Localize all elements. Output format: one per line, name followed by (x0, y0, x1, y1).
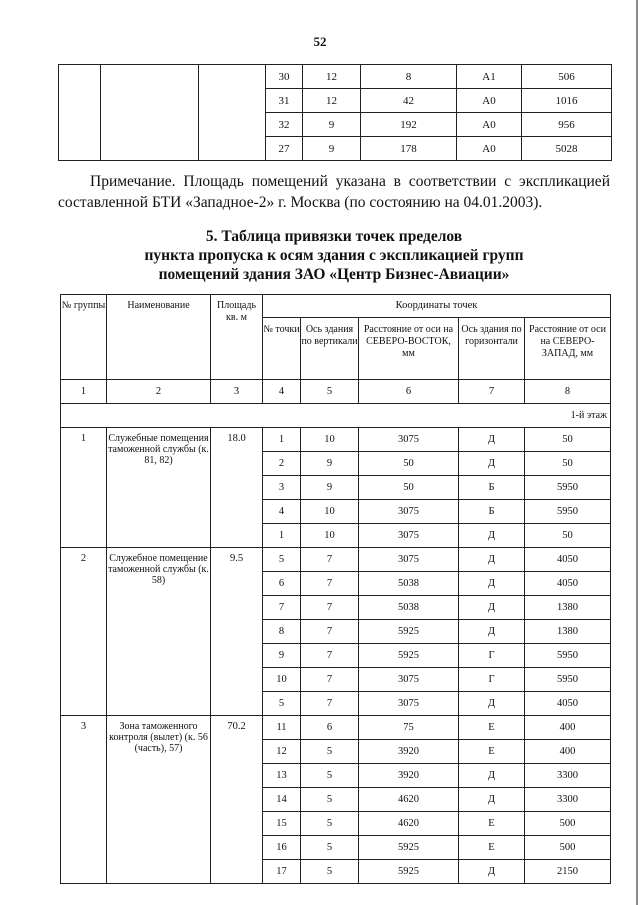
cell-dist-ne: 5925 (359, 860, 459, 884)
cell-axis-v: 7 (301, 596, 359, 620)
cell-axis-v: 6 (301, 716, 359, 740)
header-name: Наименование (107, 295, 211, 380)
cell-dist-ne: 75 (359, 716, 459, 740)
cell-dist-ne: 5925 (359, 620, 459, 644)
column-number: 8 (525, 380, 611, 404)
cell-point: 15 (263, 812, 301, 836)
cell-axis-h: Д (459, 860, 525, 884)
cell-axis-h: Е (459, 812, 525, 836)
cell-dist-ne: 5925 (359, 836, 459, 860)
reference-points-table (60, 294, 611, 884)
cell-dist-nw: 500 (525, 812, 611, 836)
cell-dist-nw: 5950 (525, 644, 611, 668)
cell-point: 31 (266, 89, 303, 113)
cell-axis-v: 9 (301, 476, 359, 500)
cell-point: 16 (263, 836, 301, 860)
cell-point: 12 (263, 740, 301, 764)
cell-axis-v: 7 (301, 548, 359, 572)
cell-point: 1 (263, 524, 301, 548)
cell-axis-h: Д (459, 548, 525, 572)
table-row (61, 716, 611, 740)
cell-dist-ne: 4620 (359, 812, 459, 836)
cell-axis-h: Д (459, 428, 525, 452)
cell-axis-h: Д (459, 692, 525, 716)
cell-axis-v: 7 (301, 620, 359, 644)
cell-axis-h: Д (459, 452, 525, 476)
section-title-line-1: 5. Таблица привязки точек пределов (205, 228, 463, 245)
cell-dist-nw: 5950 (525, 500, 611, 524)
header-axis-vertical: Ось здания по вертикали (301, 318, 359, 380)
cell-dist-ne: 50 (359, 452, 459, 476)
cell-dist-ne: 3075 (359, 524, 459, 548)
cell-dist-ne: 3920 (359, 764, 459, 788)
cell-axis-v: 5 (301, 740, 359, 764)
cell-axis-v: 5 (301, 788, 359, 812)
note-line-2: составленной БТИ «Западное-2» г. Москва (по состоянию на 04.01.2003). (58, 194, 543, 211)
cell-dist-ne: 192 (361, 113, 457, 137)
cell-axis-h: Д (459, 620, 525, 644)
cell-point: 7 (263, 596, 301, 620)
cell-point: 17 (263, 860, 301, 884)
section-title-line-3: помещений здания ЗАО «Центр Бизнес-Авиации» (158, 266, 510, 283)
group-name: Зона таможенного контроля (вылет) (к. 56 (часть), 57) (107, 716, 211, 884)
group-number: 2 (61, 548, 107, 716)
cell-dist-nw: 1380 (525, 620, 611, 644)
area-note (58, 171, 610, 213)
page-number: 52 (313, 34, 327, 49)
cell-axis-v: 5 (301, 812, 359, 836)
cell-dist-ne: 5925 (359, 644, 459, 668)
group-area: 70.2 (211, 716, 263, 884)
cell-dist-nw: 50 (525, 452, 611, 476)
cell-axis-v: 10 (301, 524, 359, 548)
cell-axis-v: 7 (301, 668, 359, 692)
continuation-table (58, 64, 612, 161)
cell-axis-v: 7 (301, 644, 359, 668)
cell-dist-nw: 4050 (525, 548, 611, 572)
cell-axis-v: 7 (301, 692, 359, 716)
group-number: 1 (61, 428, 107, 548)
column-number: 7 (459, 380, 525, 404)
cell-point: 5 (263, 548, 301, 572)
cell-point: 11 (263, 716, 301, 740)
cell-dist-nw: 3300 (525, 764, 611, 788)
cell-point: 4 (263, 500, 301, 524)
column-number: 5 (301, 380, 359, 404)
cell-axis-h: A0 (457, 113, 522, 137)
cell-axis-h: Д (459, 524, 525, 548)
cell-axis-v: 12 (303, 89, 361, 113)
cell-axis-h: Б (459, 500, 525, 524)
cell-point: 14 (263, 788, 301, 812)
cell-axis-h: Б (459, 476, 525, 500)
column-number: 6 (359, 380, 459, 404)
cell-dist-nw: 500 (525, 836, 611, 860)
column-number: 4 (263, 380, 301, 404)
cell-point: 27 (266, 137, 303, 161)
cell-point: 1 (263, 428, 301, 452)
cell-axis-h: A1 (457, 65, 522, 89)
header-dist-northwest: Расстояние от оси на СЕВЕРО-ЗАПАД, мм (525, 318, 611, 380)
cell-dist-nw: 5950 (525, 476, 611, 500)
section-title-line-2: пункта пропуска к осям здания с экспликацией групп (144, 247, 524, 264)
cell-dist-ne: 3075 (359, 668, 459, 692)
cell-axis-v: 12 (303, 65, 361, 89)
group-area: 9.5 (211, 548, 263, 716)
cell-dist-ne: 3075 (359, 692, 459, 716)
cell-point: 8 (263, 620, 301, 644)
cell-dist-nw: 400 (525, 716, 611, 740)
table-row (59, 65, 612, 89)
cell-dist-ne: 3920 (359, 740, 459, 764)
header-coordinates: Координаты точек (263, 295, 611, 318)
header-dist-northeast: Расстояние от оси на СЕВЕРО-ВОСТОК, мм (359, 318, 459, 380)
cell-dist-nw: 50 (525, 428, 611, 452)
cell-dist-nw: 1380 (525, 596, 611, 620)
column-number: 1 (61, 380, 107, 404)
cell-axis-v: 5 (301, 860, 359, 884)
cell-dist-nw: 50 (525, 524, 611, 548)
cell-axis-h: A0 (457, 89, 522, 113)
cell-dist-nw: 1016 (522, 89, 612, 113)
header-axis-horizontal: Ось здания по горизонтали (459, 318, 525, 380)
cell-dist-ne: 3075 (359, 548, 459, 572)
group-area: 18.0 (211, 428, 263, 548)
cell-axis-v: 9 (303, 113, 361, 137)
cell-axis-h: Г (459, 668, 525, 692)
cell-dist-nw: 2150 (525, 860, 611, 884)
cell-point: 32 (266, 113, 303, 137)
cell-axis-h: Г (459, 644, 525, 668)
cell-dist-ne: 5038 (359, 572, 459, 596)
cell-axis-v: 10 (301, 428, 359, 452)
group-name: Служебное помещение таможенной службы (к. 58) (107, 548, 211, 716)
cell-point: 30 (266, 65, 303, 89)
page-edge (636, 0, 638, 905)
floor-label: 1-й этаж (61, 404, 611, 428)
group-name: Служебные помещения таможенной службы (к. 81, 82) (107, 428, 211, 548)
group-no-cell (59, 65, 101, 161)
column-number: 2 (107, 380, 211, 404)
cell-axis-h: Д (459, 764, 525, 788)
cell-dist-nw: 4050 (525, 572, 611, 596)
cell-axis-v: 7 (301, 572, 359, 596)
cell-axis-v: 5 (301, 836, 359, 860)
cell-dist-ne: 5038 (359, 596, 459, 620)
cell-dist-nw: 400 (525, 740, 611, 764)
cell-axis-h: Д (459, 788, 525, 812)
cell-point: 9 (263, 644, 301, 668)
cell-dist-nw: 956 (522, 113, 612, 137)
cell-point: 3 (263, 476, 301, 500)
cell-axis-h: Е (459, 836, 525, 860)
cell-axis-v: 5 (301, 764, 359, 788)
cell-point: 10 (263, 668, 301, 692)
cell-dist-ne: 3075 (359, 428, 459, 452)
header-point-no: № точки (263, 318, 301, 380)
note-line-1: Примечание. Площадь помещений указана в соответствии с экспликацией (90, 173, 610, 190)
group-number: 3 (61, 716, 107, 884)
cell-point: 2 (263, 452, 301, 476)
cell-point: 6 (263, 572, 301, 596)
table-row (61, 548, 611, 572)
cell-axis-v: 9 (301, 452, 359, 476)
cell-dist-ne: 8 (361, 65, 457, 89)
column-numbers-row (61, 380, 611, 404)
cell-axis-h: Е (459, 716, 525, 740)
cell-axis-v: 9 (303, 137, 361, 161)
cell-dist-ne: 3075 (359, 500, 459, 524)
section-title (58, 227, 610, 284)
column-number: 3 (211, 380, 263, 404)
name-cell (101, 65, 199, 161)
cell-dist-ne: 50 (359, 476, 459, 500)
cell-axis-v: 10 (301, 500, 359, 524)
header-area: Площадь кв. м (211, 295, 263, 380)
area-cell (199, 65, 266, 161)
cell-dist-ne: 4620 (359, 788, 459, 812)
cell-axis-h: A0 (457, 137, 522, 161)
cell-point: 5 (263, 692, 301, 716)
cell-dist-nw: 3300 (525, 788, 611, 812)
cell-axis-h: Д (459, 572, 525, 596)
header-group-no: № группы (61, 295, 107, 380)
cell-point: 13 (263, 764, 301, 788)
cell-dist-nw: 506 (522, 65, 612, 89)
cell-dist-ne: 42 (361, 89, 457, 113)
cell-dist-nw: 5028 (522, 137, 612, 161)
cell-dist-nw: 4050 (525, 692, 611, 716)
cell-dist-nw: 5950 (525, 668, 611, 692)
cell-axis-h: Е (459, 740, 525, 764)
cell-axis-h: Д (459, 596, 525, 620)
cell-dist-ne: 178 (361, 137, 457, 161)
table-row (61, 428, 611, 452)
